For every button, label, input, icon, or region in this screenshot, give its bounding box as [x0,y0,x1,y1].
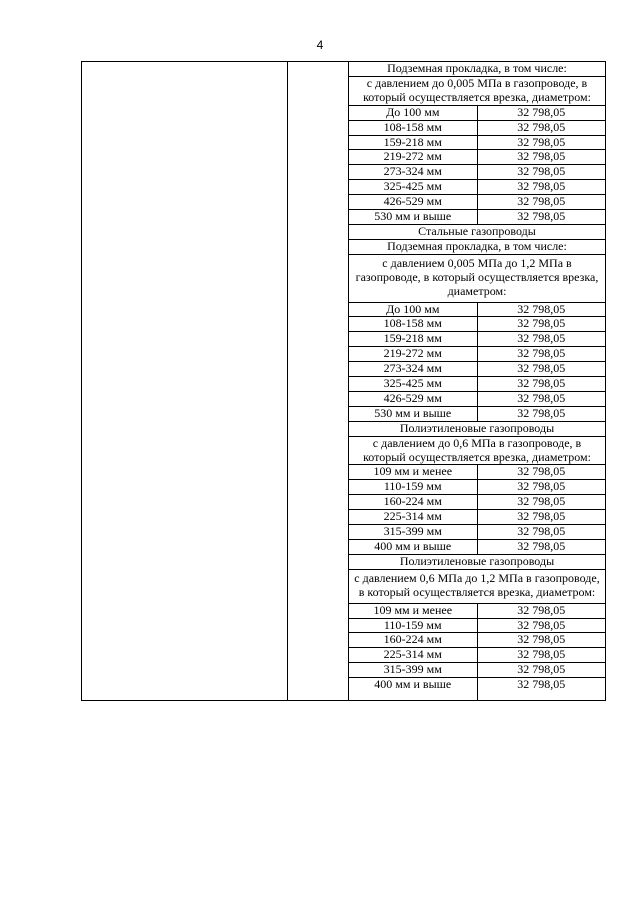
section-heading-row [349,239,605,254]
diameter-cell: 219-272 мм [349,347,477,362]
section-heading: Подземная прокладка, в том числе: [349,62,605,76]
price-cell: 32 798,05 [477,663,605,678]
table-row [349,406,605,421]
diameter-cell: 325-425 мм [349,377,477,392]
section-heading: с давлением 0,005 МПа до 1,2 МПа в газопроводе, в который осуществляется врезка, диаметром: [349,254,605,302]
table-row [349,210,605,225]
diameter-cell: 273-324 мм [349,165,477,180]
section-heading: Стальные газопроводы [349,224,605,239]
table-row [349,633,605,648]
section-heading: с давлением до 0,005 МПа в газопроводе, в который осуществляется врезка, диаметром: [349,76,605,105]
price-cell: 32 798,05 [477,510,605,525]
price-cell: 32 798,05 [477,633,605,648]
diameter-cell: 108-158 мм [349,120,477,135]
diameter-cell: 400 мм и выше [349,540,477,555]
table-row [349,332,605,347]
price-cell: 32 798,05 [477,165,605,180]
diameter-cell: 426-529 мм [349,391,477,406]
diameter-cell: 110-159 мм [349,480,477,495]
tariff-details-column [349,62,606,701]
diameter-cell: 426-529 мм [349,195,477,210]
price-cell: 32 798,05 [477,195,605,210]
diameter-cell: 530 мм и выше [349,406,477,421]
table-row [349,465,605,480]
diameter-cell: 160-224 мм [349,633,477,648]
diameter-cell: 225-314 мм [349,510,477,525]
price-cell: 32 798,05 [477,648,605,663]
price-cell: 32 798,05 [477,525,605,540]
section-heading-row [349,436,605,465]
diameter-cell: 400 мм и выше [349,678,477,701]
table-row [349,480,605,495]
tariff-table-row [82,62,606,701]
price-cell: 32 798,05 [477,210,605,225]
table-row [349,302,605,317]
table-row [349,135,605,150]
diameter-cell: 225-314 мм [349,648,477,663]
table-row [349,540,605,555]
price-cell: 32 798,05 [477,495,605,510]
section-heading: с давлением 0,6 МПа до 1,2 МПа в газопроводе, в который осуществляется врезка, диаметром: [349,569,605,603]
price-cell: 32 798,05 [477,406,605,421]
table-row [349,648,605,663]
diameter-cell: 109 мм и менее [349,465,477,480]
diameter-cell: 325-425 мм [349,180,477,195]
price-cell: 32 798,05 [477,180,605,195]
diameter-cell: 108-158 мм [349,317,477,332]
diameter-cell: 315-399 мм [349,525,477,540]
table-row [349,180,605,195]
table-row [349,347,605,362]
tariff-details-table [349,62,605,700]
section-heading-row [349,421,605,436]
table-row [349,362,605,377]
section-heading-row [349,224,605,239]
table-row [349,603,605,618]
diameter-cell: 159-218 мм [349,135,477,150]
section-heading: с давлением до 0,6 МПа в газопроводе, в который осуществляется врезка, диаметром: [349,436,605,465]
price-cell: 32 798,05 [477,391,605,406]
price-cell: 32 798,05 [477,362,605,377]
price-cell: 32 798,05 [477,135,605,150]
table-row [349,663,605,678]
diameter-cell: 315-399 мм [349,663,477,678]
price-cell: 32 798,05 [477,332,605,347]
tariff-details-body [349,62,605,700]
diameter-cell: 160-224 мм [349,495,477,510]
price-cell: 32 798,05 [477,347,605,362]
table-row [349,165,605,180]
diameter-cell: 110-159 мм [349,618,477,633]
section-heading-row [349,554,605,569]
table-row [349,495,605,510]
empty-column-a [82,62,288,701]
price-cell: 32 798,05 [477,480,605,495]
table-row [349,120,605,135]
price-cell: 32 798,05 [477,678,605,701]
diameter-cell: 273-324 мм [349,362,477,377]
page-number: 4 [316,38,324,52]
diameter-cell: 159-218 мм [349,332,477,347]
price-cell: 32 798,05 [477,540,605,555]
section-heading: Подземная прокладка, в том числе: [349,239,605,254]
price-cell: 32 798,05 [477,377,605,392]
table-row [349,510,605,525]
price-cell: 32 798,05 [477,105,605,120]
section-heading-row [349,62,605,76]
price-cell: 32 798,05 [477,120,605,135]
price-cell: 32 798,05 [477,465,605,480]
diameter-cell: 109 мм и менее [349,603,477,618]
table-row [349,391,605,406]
diameter-cell: До 100 мм [349,105,477,120]
empty-column-b [288,62,349,701]
diameter-cell: 530 мм и выше [349,210,477,225]
section-heading: Полиэтиленовые газопроводы [349,554,605,569]
table-row [349,105,605,120]
table-row [349,525,605,540]
price-cell: 32 798,05 [477,302,605,317]
table-row [349,195,605,210]
diameter-cell: 219-272 мм [349,150,477,165]
price-cell: 32 798,05 [477,618,605,633]
section-heading-row [349,254,605,302]
diameter-cell: До 100 мм [349,302,477,317]
price-cell: 32 798,05 [477,150,605,165]
section-heading-row [349,76,605,105]
table-row [349,377,605,392]
section-heading: Полиэтиленовые газопроводы [349,421,605,436]
table-row [349,678,605,701]
section-heading-row [349,569,605,603]
table-row [349,150,605,165]
price-cell: 32 798,05 [477,317,605,332]
tariff-table [81,61,606,701]
table-row [349,317,605,332]
price-cell: 32 798,05 [477,603,605,618]
table-row [349,618,605,633]
